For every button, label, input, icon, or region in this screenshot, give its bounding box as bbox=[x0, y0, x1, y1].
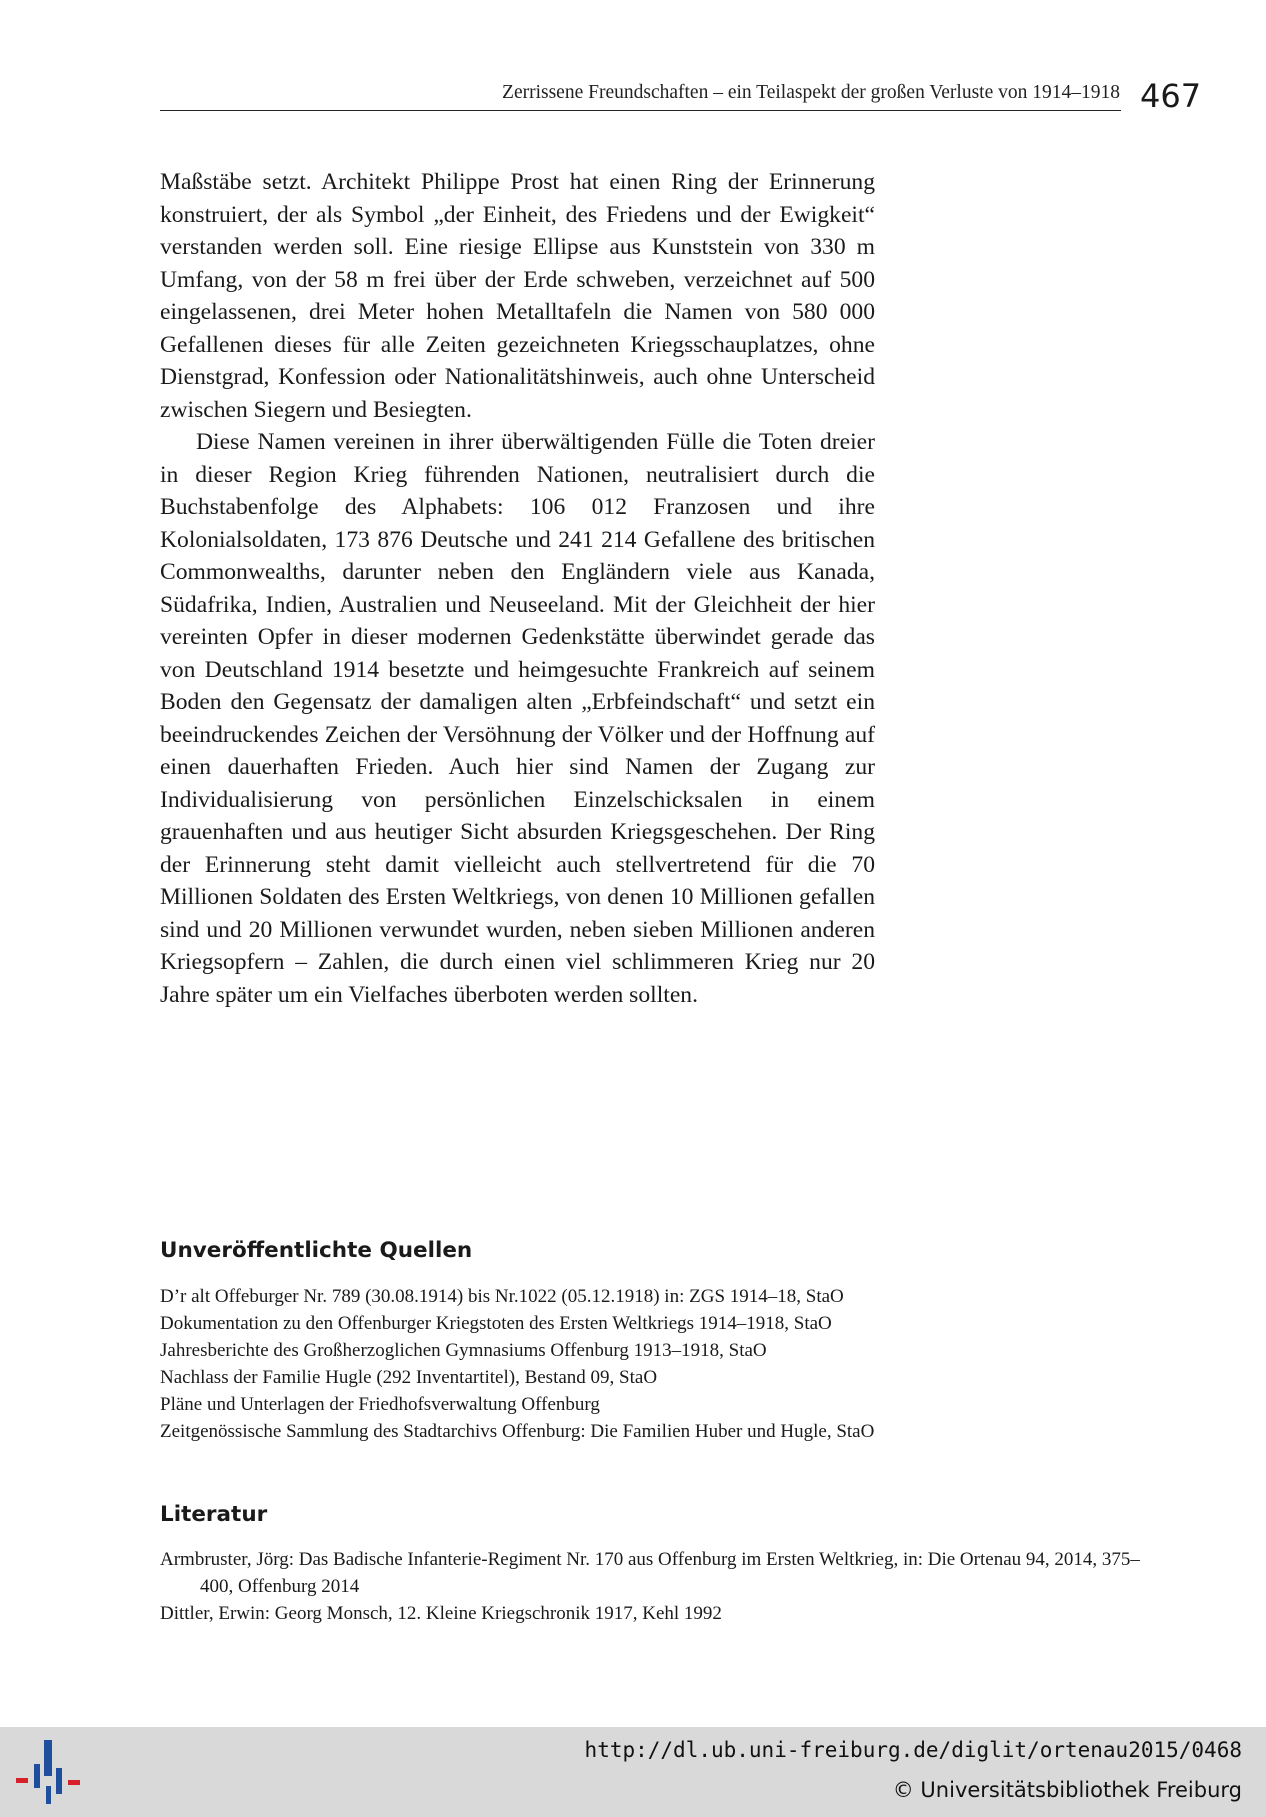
header-rule bbox=[160, 110, 1121, 111]
body-text bbox=[160, 166, 875, 1011]
ub-freiburg-logo-icon bbox=[14, 1738, 84, 1808]
list-item: Jahresberichte des Großherzoglichen Gymnasiums Offenburg 1913–1918, StaO bbox=[160, 1340, 767, 1361]
footer-url[interactable]: http://dl.ub.uni-freiburg.de/diglit/ortenau2015/0468 bbox=[584, 1738, 1242, 1762]
list-item: Nachlass der Familie Hugle (292 Inventartitel), Bestand 09, StaO bbox=[160, 1367, 658, 1388]
sources-list bbox=[160, 1283, 1140, 1445]
footer-copyright: © Universitätsbibliothek Freiburg bbox=[892, 1778, 1242, 1802]
list-item: D’r alt Offeburger Nr. 789 (30.08.1914) bis Nr.1022 (05.12.1918) in: ZGS 1914–18, StaO bbox=[160, 1286, 844, 1307]
page-number: 467 bbox=[1140, 77, 1202, 115]
list-item: Dittler, Erwin: Georg Monsch, 12. Kleine Kriegschronik 1917, Kehl 1992 bbox=[160, 1603, 722, 1624]
list-item: Zeitgenössische Sammlung des Stadtarchivs Offenburg: Die Familien Huber und Hugle, StaO bbox=[160, 1421, 875, 1442]
sources-heading: Unveröffentlichte Quellen bbox=[160, 1238, 473, 1263]
paragraph: Maßstäbe setzt. Architekt Philippe Prost hat einen Ring der Erinnerung konstruiert, der als Symbol „der Einheit, des Friedens und der Ewigkeit“ verstanden werden soll. Eine riesige Ellipse aus Kunststein von 330 m Umfang, von der 58 m frei über der Erde schweben, verzeichnet auf 500 eingelassenen, drei Meter hohen Metalltafeln die Namen von 580 000 Gefallenen dieses für alle Zeiten gezeichneten Kriegsschauplatzes, ohne Dienstgrad, Konfession oder Nationalitätshinweis, auch ohne Unterscheid zwischen Siegern und Besiegten. bbox=[160, 169, 875, 423]
paragraph: Diese Namen vereinen in ihrer überwältigenden Fülle die Toten dreier in dieser Region Krieg führenden Nationen, neutralisiert durch die Buchstabenfolge des Alphabets: 106 012 Franzosen und ihre Kolonialsoldaten, 173 876 Deutsche und 241 214 Gefallene des britischen Commonwealths, darunter neben den Engländern viele aus Kanada, Südafrika, Indien, Australien und Neuseeland. Mit der Gleichheit der hier vereinten Opfer in dieser modernen Gedenkstätte überwindet gerade das von Deutschland 1914 besetzte und heimgesuchte Frankreich auf seinem Boden den Gegensatz der damaligen alten „Erbfeindschaft“ und setzt ein beeindruckendes Zeichen der Versöhnung der Völker und der Hoffnung auf einen dauerhaften Frieden. Auch hier sind Namen der Zugang zur Individualisierung von persönlichen Einzelschicksalen in einem grauenhaften und aus heutiger Sicht absurden Kriegsgeschehen. Der Ring der Erinnerung steht damit vielleicht auch stellvertretend für die 70 Millionen Soldaten des Ersten Weltkriegs, von denen 10 Millionen gefallen sind und 20 Millionen verwundet wurden, neben sieben Millionen anderen Kriegsopfern – Zahlen, die durch einen viel schlimmeren Krieg nur 20 Jahre später um ein Vielfaches überboten werden sollten. bbox=[160, 429, 875, 1008]
running-head: Zerrissene Freundschaften – ein Teilaspekt der großen Verluste von 1914–1918 bbox=[502, 82, 1120, 103]
list-item: Dokumentation zu den Offenburger Kriegstoten des Ersten Weltkriegs 1914–1918, StaO bbox=[160, 1313, 832, 1334]
literature-heading: Literatur bbox=[160, 1502, 268, 1527]
literature-list bbox=[160, 1546, 1140, 1627]
list-item: Armbruster, Jörg: Das Badische Infanterie-Regiment Nr. 170 aus Offenburg im Ersten Weltkrieg, in: Die Ortenau 94, 2014, 375–400, Offenburg 2014 bbox=[160, 1549, 1140, 1597]
list-item: Pläne und Unterlagen der Friedhofsverwaltung Offenburg bbox=[160, 1394, 600, 1415]
